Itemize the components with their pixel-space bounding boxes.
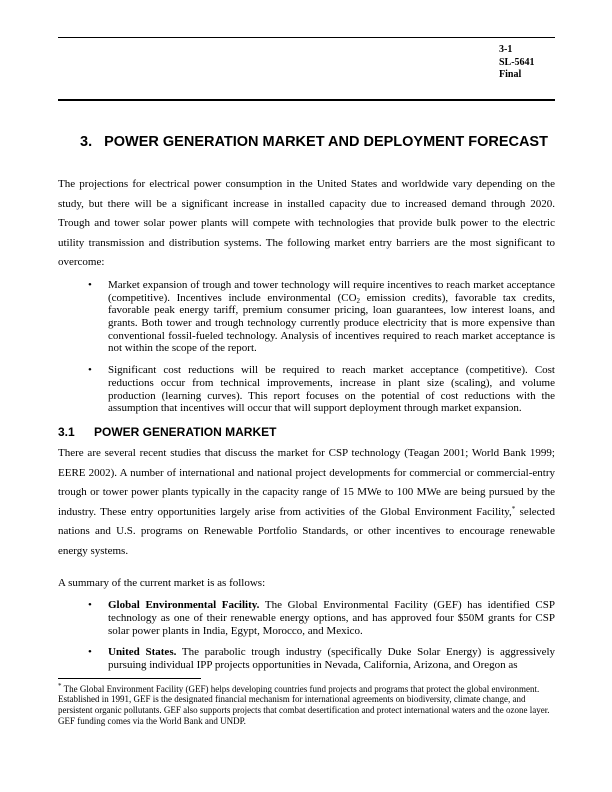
footnote-text: The Global Environment Facility (GEF) helps developing countries fund projects and programs that protect the global environment. Established in 1991, GEF is the designated financial mechanism for international agreements on biodiversity, climate change, and persistent organic pollutants. GEF also supports projects that combat desertification and protect international waters and the ozone layer. GEF funding comes via the World Bank and UNDP. (58, 683, 550, 726)
footnote-reference[interactable]: * (511, 504, 516, 513)
market-list (58, 599, 555, 672)
bullet-icon: • (88, 646, 92, 659)
list-item-text: Significant cost reductions will be required to reach market acceptance (competitive). Cost reductions occur from technical improvements, increase in plant size (scaling), and volume production (learning curves). This report focuses on the potential of cost reductions with the assumption that incentives will occur that will support deployment through market expansion. (108, 364, 555, 415)
page-header (499, 44, 559, 82)
chapter-title: POWER GENERATION MARKET AND DEPLOYMENT FORECAST (104, 134, 548, 150)
footnote (58, 681, 555, 727)
list-item (58, 599, 555, 637)
section-paragraph (58, 444, 555, 562)
intro-paragraph: The projections for electrical power consumption in the United States and worldwide vary depending on the study, but there will be a significant increase in installed capacity due to increased demand through 2020. Trough and tower solar power plants will compete with technologies that provide bulk power to the electric utility transmission and distribution systems. The following market entry barriers are the most significant to overcome: (58, 178, 555, 269)
list-item-text: The Global Environmental Facility (GEF) has identified CSP technology as one of their renewable energy options, and has approved four $50M grants for CSP solar power plants in India, Egypt, Morocco, and Mexico. (108, 599, 555, 637)
list-item-lead: United States. (108, 646, 177, 659)
section-heading (58, 424, 555, 440)
list-item-text: The parabolic trough industry (specifically Duke Solar Energy) is aggressively pursuing individual IPP projects opportunities in Nevada, California, Arizona, and Oregon as (108, 646, 556, 671)
list-item-text: Market expansion of trough and tower technology will require incentives to reach market acceptance (competitive). Incentives include environmental (CO (108, 278, 555, 304)
list-item-lead: Global Environmental Facility. (108, 599, 260, 612)
page-number: 3-1 (499, 44, 513, 55)
chapter-heading (80, 134, 548, 150)
list-item (58, 364, 555, 415)
header-divider (58, 99, 555, 101)
list-item (58, 646, 555, 671)
footnote-mark: * (58, 681, 62, 690)
section-title: POWER GENERATION MARKET (94, 425, 277, 439)
document-id: SL-5641 (499, 56, 535, 68)
bullet-icon: • (88, 278, 92, 291)
list-item-text: emission credits), favorable tax credits, favorable peak energy tariff, premium consumer pricing, loan guarantees, low interest loans, and grants. Both tower and trough technology currently produce electricity that is more expensive than conventional fossil-fueled technology. Analysis of incentives required to reach market acceptance is not within the scope of the report. (108, 291, 555, 355)
bullet-icon: • (88, 364, 92, 377)
page-body (58, 175, 555, 726)
section-number: 3.1 (58, 425, 75, 439)
chapter-number: 3. (80, 134, 93, 150)
bullet-icon: • (88, 599, 92, 612)
barrier-list (58, 279, 555, 415)
list-item (58, 279, 555, 355)
document-status: Final (499, 69, 522, 80)
paragraph-text: selected nations and U.S. programs on Renewable Portfolio Standards, or other incentives to encourage renewable energy systems. (58, 505, 555, 557)
footnote-separator (58, 678, 201, 679)
paragraph-text: There are several recent studies that discuss the market for CSP technology (Teagan 2001; World Bank 1999; EERE 2002). A number of international and national project developments for commercial or commercial-entry trough or tower power plants typically in the capacity range of 15 MWe to 100 MWe are being pursued by the industry. These entry opportunities largely arise from activities of the Global Environment Facility, (58, 447, 555, 518)
subscript: 2 (356, 296, 361, 305)
summary-intro: A summary of the current market is as follows: (58, 576, 266, 589)
header-rule (58, 37, 555, 38)
